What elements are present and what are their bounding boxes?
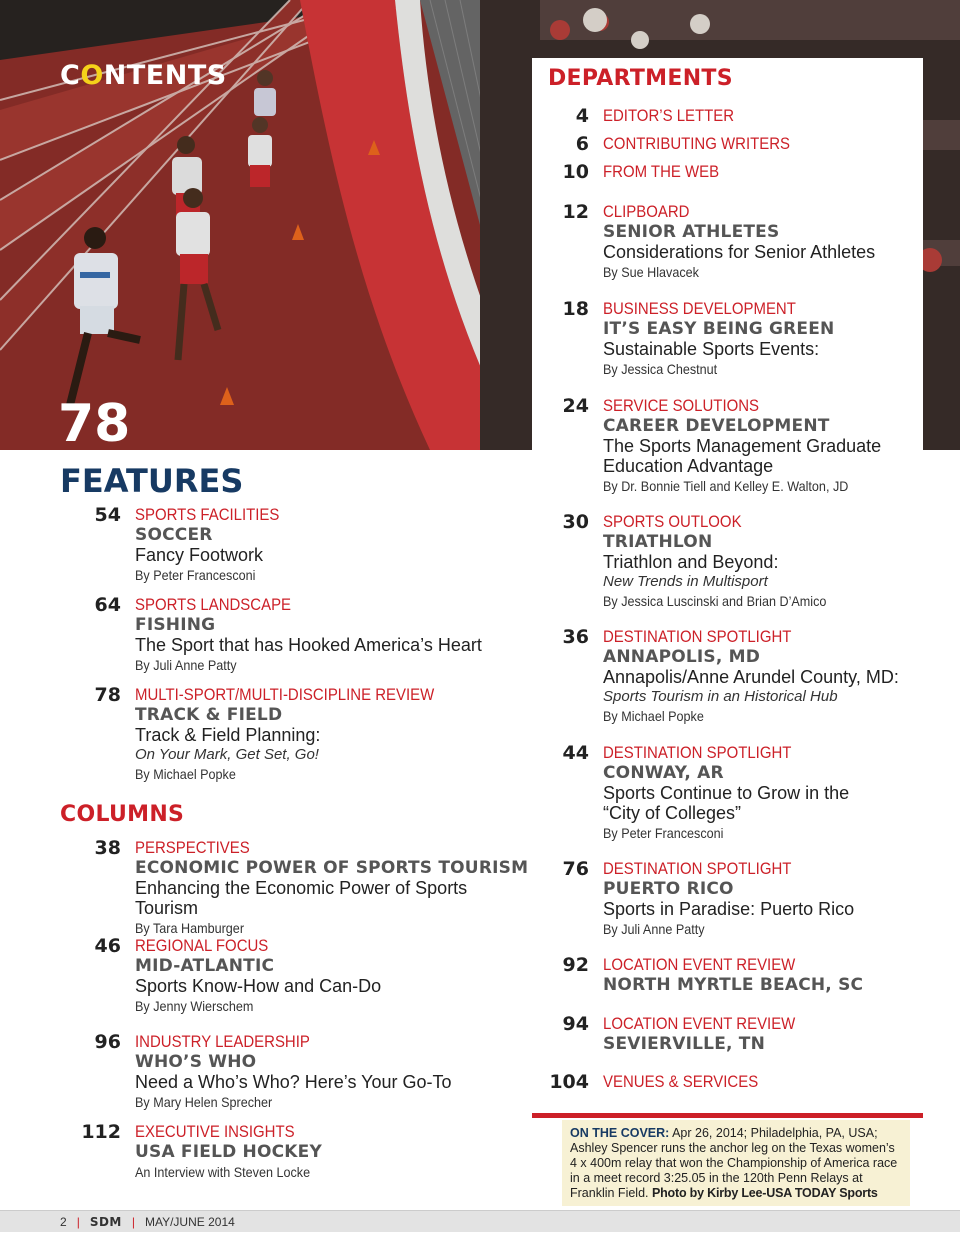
- headline: ANNAPOLIS, MD: [603, 647, 761, 667]
- page-number: 54: [94, 504, 121, 526]
- subtitle: Track & Field Planning:: [135, 725, 321, 745]
- list-item[interactable]: [562, 954, 913, 995]
- issue-date: MAY/JUNE 2014: [144, 1215, 235, 1229]
- contents-title-part: C: [60, 60, 81, 91]
- page-number: 92: [562, 954, 589, 976]
- list-item[interactable]: [94, 837, 529, 938]
- headline: TRIATHLON: [603, 532, 713, 552]
- category-label: LOCATION EVENT REVIEW: [603, 1014, 796, 1033]
- subtitle: Need a Who’s Who? Here’s Your Go-To: [135, 1072, 452, 1092]
- subtitle: Sustainable Sports Events:: [603, 339, 820, 359]
- byline: By Mary Helen Sprecher: [135, 1094, 273, 1110]
- byline: By Jessica Chestnut: [603, 361, 718, 377]
- category-label: EXECUTIVE INSIGHTS: [135, 1122, 295, 1141]
- subtitle: Sports Continue to Grow in the “City of Colleges”: [603, 783, 850, 823]
- headline: SOCCER: [135, 525, 213, 545]
- page-number: 4: [575, 105, 589, 127]
- subtitle: Annapolis/Anne Arundel County, MD:: [603, 667, 899, 687]
- folio-page-number: 2: [60, 1215, 67, 1229]
- page-number: 12: [562, 201, 589, 223]
- page-number: 36: [562, 626, 589, 648]
- cover-caption: [562, 1120, 910, 1206]
- page-number: 38: [94, 837, 121, 859]
- category-label: INDUSTRY LEADERSHIP: [135, 1032, 310, 1051]
- category-label: MULTI-SPORT/MULTI-DISCIPLINE REVIEW: [135, 685, 435, 704]
- category-label: CONTRIBUTING WRITERS: [603, 134, 790, 153]
- byline: By Peter Francesconi: [135, 567, 256, 583]
- deck: New Trends in Multisport: [603, 573, 768, 590]
- cover-caption-label: ON THE COVER:: [570, 1126, 670, 1140]
- list-item[interactable]: [562, 201, 913, 282]
- page-number: 94: [562, 1013, 589, 1035]
- page-number: 76: [562, 858, 589, 880]
- page-number: 18: [562, 298, 589, 320]
- page-number: 104: [549, 1071, 589, 1093]
- category-label: PERSPECTIVES: [135, 838, 250, 857]
- category-label: CLIPBOARD: [603, 202, 690, 221]
- page-number: 30: [562, 511, 589, 533]
- list-item[interactable]: [94, 594, 515, 675]
- category-label: VENUES & SERVICES: [603, 1072, 759, 1091]
- byline: By Dr. Bonnie Tiell and Kelley E. Walton, JD: [603, 478, 849, 494]
- subtitle: The Sport that has Hooked America’s Heart: [135, 635, 482, 655]
- deck: Sports Tourism in an Historical Hub: [603, 688, 838, 705]
- contents-title-part: NTENTS: [103, 60, 227, 91]
- page-number: 64: [94, 594, 121, 616]
- category-label: REGIONAL FOCUS: [135, 936, 269, 955]
- list-item[interactable]: [562, 161, 913, 183]
- page-number: 10: [562, 161, 589, 183]
- headline: CONWAY, AR: [603, 763, 724, 783]
- headline: FISHING: [135, 615, 216, 635]
- departments-title: DEPARTMENTS: [548, 66, 733, 91]
- byline: By Peter Francesconi: [603, 825, 724, 841]
- category-label: DESTINATION SPOTLIGHT: [603, 859, 792, 878]
- byline: By Tara Hamburger: [135, 920, 245, 936]
- subtitle: Triathlon and Beyond:: [603, 552, 779, 572]
- list-item[interactable]: [562, 742, 873, 843]
- footer: [60, 1213, 235, 1231]
- columns-title: COLUMNS: [60, 802, 185, 827]
- category-label: BUSINESS DEVELOPMENT: [603, 299, 796, 318]
- headline: MID-ATLANTIC: [135, 956, 275, 976]
- subtitle: Considerations for Senior Athletes: [603, 242, 876, 262]
- category-label: EDITOR’S LETTER: [603, 106, 735, 125]
- cover-caption-text: Apr 26, 2014; Philadelphia, PA, USA; Ashley Spencer runs the anchor leg on the Texas women’s 4 x 400m relay that won the Championship of America race in a meet record 3:25.05 in the 120th Penn Relays at Franklin Field.: [570, 1126, 898, 1200]
- category-label: DESTINATION SPOTLIGHT: [603, 627, 792, 646]
- category-label: DESTINATION SPOTLIGHT: [603, 743, 792, 762]
- headline: CAREER DEVELOPMENT: [603, 416, 830, 436]
- list-item[interactable]: [562, 1013, 913, 1054]
- contents-title: [60, 60, 227, 91]
- footer-separator: |: [131, 1215, 135, 1229]
- category-label: SPORTS LANDSCAPE: [135, 595, 292, 614]
- subtitle: Sports in Paradise: Puerto Rico: [603, 899, 855, 919]
- page-number: 24: [562, 395, 589, 417]
- subtitle: Sports Know-How and Can-Do: [135, 976, 382, 996]
- page-number: 78: [94, 684, 121, 706]
- headline: PUERTO RICO: [603, 879, 734, 899]
- subtitle: Enhancing the Economic Power of Sports Tourism: [135, 878, 468, 918]
- headline: SENIOR ATHLETES: [603, 222, 780, 242]
- list-item[interactable]: [94, 1031, 515, 1112]
- byline: By Jessica Luscinski and Brian D’Amico: [603, 593, 827, 609]
- headline: USA FIELD HOCKEY: [135, 1142, 322, 1162]
- headline: TRACK & FIELD: [135, 705, 283, 725]
- byline: By Sue Hlavacek: [603, 264, 699, 280]
- byline: By Michael Popke: [135, 766, 236, 782]
- category-label: SERVICE SOLUTIONS: [603, 396, 760, 415]
- byline: By Michael Popke: [603, 708, 704, 724]
- list-item[interactable]: [81, 1121, 515, 1182]
- list-item[interactable]: [562, 395, 903, 496]
- list-item[interactable]: [575, 133, 913, 155]
- headline: SEVIERVILLE, TN: [603, 1034, 766, 1054]
- category-label: LOCATION EVENT REVIEW: [603, 955, 796, 974]
- list-item[interactable]: [562, 858, 913, 939]
- byline: By Jenny Wierschem: [135, 998, 254, 1014]
- category-label: SPORTS FACILITIES: [135, 505, 280, 524]
- list-item[interactable]: [562, 511, 913, 611]
- headline: ECONOMIC POWER OF SPORTS TOURISM: [135, 858, 529, 878]
- page-number: 46: [94, 935, 121, 957]
- list-item[interactable]: [94, 504, 515, 585]
- headline: IT’S EASY BEING GREEN: [603, 319, 835, 339]
- magazine-logo: SDM: [89, 1215, 122, 1229]
- deck: On Your Mark, Get Set, Go!: [135, 746, 319, 763]
- cover-page-number: 78: [58, 394, 131, 450]
- page-number: 112: [81, 1121, 121, 1143]
- page-number: 44: [562, 742, 589, 764]
- list-item[interactable]: [549, 1071, 913, 1093]
- list-item[interactable]: [562, 298, 913, 379]
- list-item[interactable]: [562, 626, 913, 726]
- byline: By Juli Anne Patty: [603, 921, 705, 937]
- subtitle: Fancy Footwork: [135, 545, 264, 565]
- page-number: 96: [94, 1031, 121, 1053]
- list-item[interactable]: [94, 935, 515, 1016]
- page-number: 6: [575, 133, 589, 155]
- byline: By Juli Anne Patty: [135, 657, 237, 673]
- features-title: FEATURES: [60, 462, 244, 500]
- byline: An Interview with Steven Locke: [135, 1164, 311, 1180]
- headline: NORTH MYRTLE BEACH, SC: [603, 975, 864, 995]
- subtitle: The Sports Management Graduate Education Advantage: [603, 436, 882, 476]
- cover-photo-credit: Photo by Kirby Lee-USA TODAY Sports: [651, 1186, 878, 1200]
- contents-title-o: O: [80, 60, 104, 91]
- category-label: FROM THE WEB: [603, 162, 720, 181]
- headline: WHO’S WHO: [135, 1052, 257, 1072]
- list-item[interactable]: [575, 105, 913, 127]
- category-label: SPORTS OUTLOOK: [603, 512, 742, 531]
- footer-separator: |: [76, 1215, 80, 1229]
- list-item[interactable]: [94, 684, 515, 784]
